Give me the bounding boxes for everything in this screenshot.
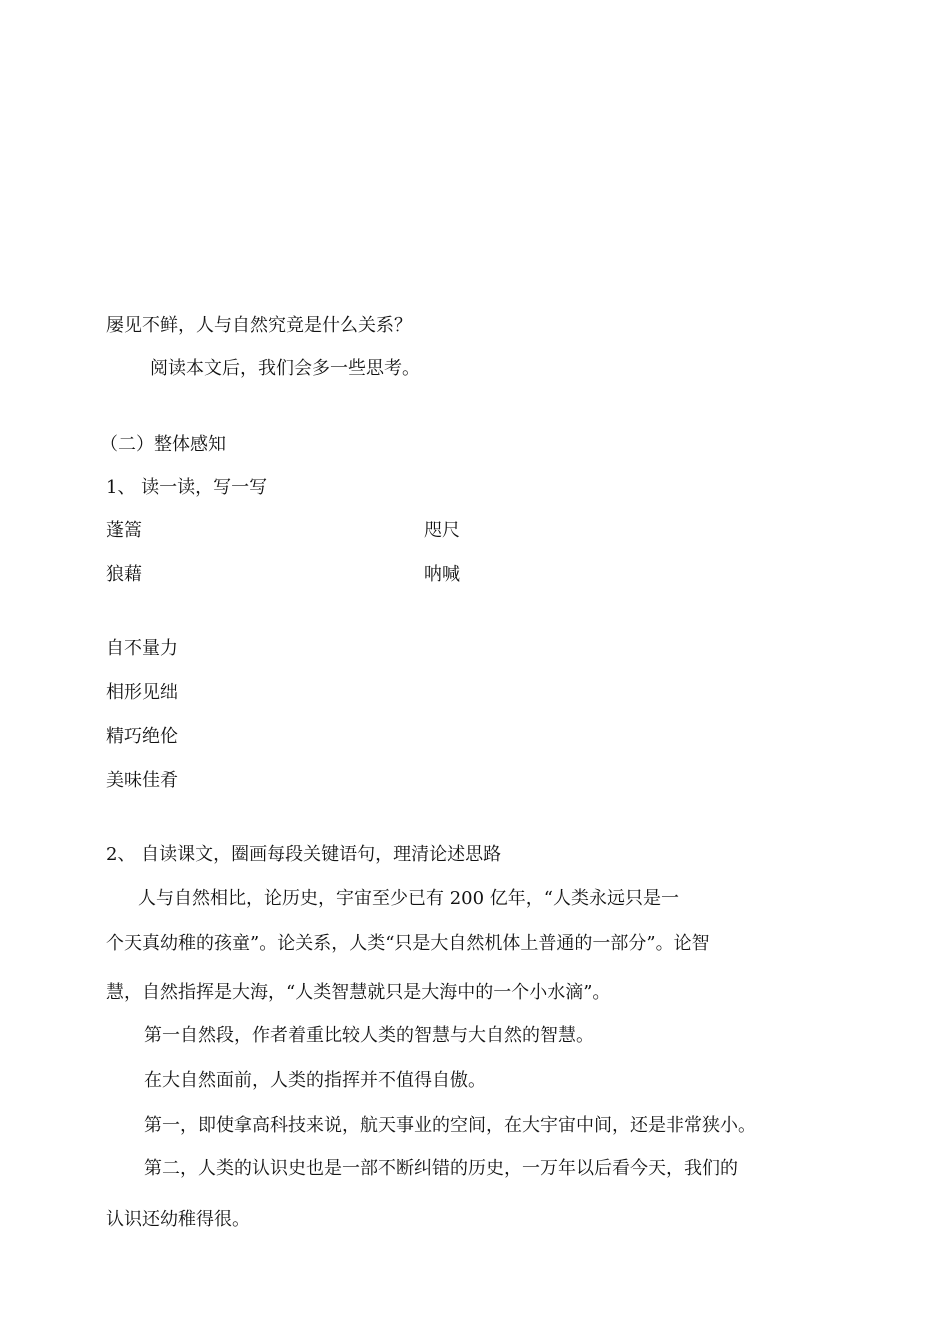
idiom-item: 精巧绝伦 (106, 726, 178, 747)
question-2-label: 2、 自读课文，圈画每段关键语句，理清论述思路 (106, 844, 502, 865)
section-heading: （二）整体感知 (100, 434, 226, 455)
paragraph-line: 人与自然相比，论历史，宇宙至少已有 200 亿年，“人类永远只是一 (138, 888, 679, 909)
intro-line-1: 屡见不鲜，人与自然究竟是什么关系？ (106, 315, 412, 336)
vocab-word: 咫尺 (424, 520, 460, 541)
paragraph-line: 在大自然面前，人类的指挥并不值得自傲。 (144, 1070, 486, 1091)
paragraph-line: 第二，人类的认识史也是一部不断纠错的历史，一万年以后看今天，我们的 (144, 1158, 738, 1179)
intro-line-2: 阅读本文后，我们会多一些思考。 (150, 358, 420, 379)
vocab-word: 狼藉 (106, 564, 142, 585)
vocab-word: 蓬篙 (106, 520, 142, 541)
idiom-item: 美味佳肴 (106, 770, 178, 791)
paragraph-line: 第一，即使拿高科技来说，航天事业的空间，在大宇宙中间，还是非常狭小。 (144, 1115, 756, 1136)
question-1-label: 1、 读一读，写一写 (106, 477, 268, 498)
paragraph-line: 第一自然段，作者着重比较人类的智慧与大自然的智慧。 (144, 1025, 594, 1046)
vocab-word: 呐喊 (424, 564, 460, 585)
idiom-item: 相形见绌 (106, 682, 178, 703)
paragraph-line: 慧，自然指挥是大海，“人类智慧就只是大海中的一个小水滴”。 (106, 982, 611, 1003)
paragraph-line: 个天真幼稚的孩童”。论关系，人类“只是大自然机体上普通的一部分”。论智 (106, 933, 710, 954)
paragraph-line: 认识还幼稚得很。 (106, 1209, 250, 1230)
idiom-item: 自不量力 (106, 638, 178, 659)
